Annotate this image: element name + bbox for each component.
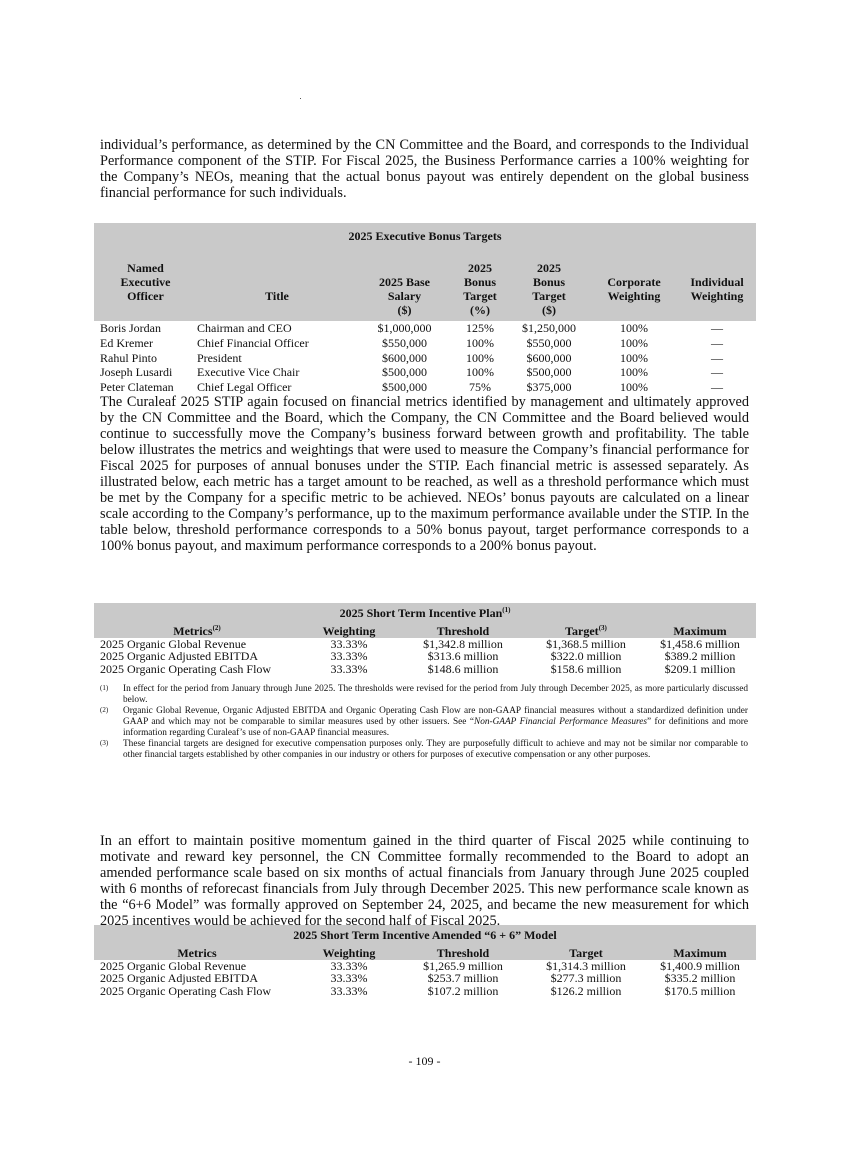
col-header-target: Target	[569, 945, 603, 960]
col-header-base-salary: 2025 Base Salary ($)	[379, 275, 430, 317]
col-header-individual-weighting: Individual Weighting	[690, 275, 744, 303]
scan-dot	[300, 98, 301, 99]
col-header-target: Target$^{(3)}$	[565, 623, 607, 638]
footnotes	[100, 684, 748, 761]
col-header-maximum: Maximum	[673, 945, 727, 960]
col-header-corporate-weighting: Corporate Weighting	[607, 275, 661, 303]
page-number: - 109 -	[408, 1054, 441, 1068]
footnote-3: (3) These financial targets are designed for executive compensation purposes only. They are purposefully difficult to achieve and may not be similar nor comparable to other financial targets established by other companies in our industry or others for purposes of executive compensation or any other purposes.	[100, 739, 748, 760]
paragraph-stip-metrics: The Curaleaf 2025 STIP again focused on financial metrics identified by management and ultimately approved by the CN Committee and the Board, which the Company, the CN Committee and the Board believed would continue to successfully move the Company’s business forward between growth and profitability. The table below illustrates the metrics and weightings that were used to measure the Company’s financial performance for Fiscal 2025 for purposes of annual bonuses under the STIP. Each financial metric is assessed separately. As illustrated below, each metric has a target amount to be reached, as well as a threshold performance which must be met by the Company for a specific metric to be achieved. NEOs’ bonus payouts are calculated on a linear scale according to the Company’s performance, up to the maximum performance available under the STIP. In the table below, threshold performance corresponds to a 50% bonus payout, target performance corresponds to a 100% bonus payout, and maximum performance corresponds to a 200% bonus payout.	[100, 394, 749, 554]
col-header-maximum: Maximum	[673, 623, 727, 638]
table-row: Peter Clateman Chief Legal Officer $500,000 75% $375,000 100% —	[100, 380, 723, 395]
paragraph-6-6-model: In an effort to maintain positive momentum gained in the third quarter of Fiscal 2025 while continuing to motivate and reward key personnel, the CN Committee formally recommended to the Board to adopt an amended performance scale based on six months of actual financials from January through June 2025 coupled with 6 months of reforecast financials from July through December 2025. This new performance scale known as the “6+6 Model” was formally approved on September 24, 2025, and became the new measurement for which 2025 incentives would be achieved for the second half of Fiscal 2025.	[100, 833, 749, 929]
table-row: Ed Kremer Chief Financial Officer $550,000 100% $550,000 100% —	[100, 335, 723, 350]
table-title: 2025 Short Term Incentive Amended “6 + 6” Model	[293, 928, 557, 942]
executive-bonus-targets-table	[94, 223, 756, 395]
short-term-incentive-plan-table	[94, 603, 756, 675]
table-row: 2025 Organic Adjusted EBITDA 33.33% $253.7 million $277.3 million $335.2 million	[100, 971, 736, 986]
col-header-named-executive-officer: Named Executive Officer	[120, 261, 171, 303]
col-header-metrics: Metrics	[177, 945, 217, 960]
table-row: 2025 Organic Global Revenue 33.33% $1,342.8 million $1,368.5 million $1,458.6 million	[100, 637, 740, 651]
table-row: Joseph Lusardi Executive Vice Chair $500,000 100% $500,000 100% —	[100, 365, 723, 380]
table-title: 2025 Executive Bonus Targets	[348, 228, 502, 243]
amended-6-6-model-table	[94, 925, 756, 997]
paragraph-individual-performance: individual’s performance, as determined by the CN Committee and the Board, and corresponds to the Individual Performance component of the STIP. For Fiscal 2025, the Business Performance carries a 100% weighting for the Company’s NEOs, meaning that the actual bonus payout was entirely dependent on the global business financial performance for such individuals.	[100, 137, 749, 201]
col-header-metrics: Metrics$^{(2)}$	[173, 623, 221, 638]
table-row: 2025 Organic Global Revenue 33.33% $1,265.9 million $1,314.3 million $1,400.9 million	[100, 959, 740, 973]
table-title: 2025 Short Term Incentive Plan$^{(1)}$	[339, 605, 511, 620]
footnote-1: (1) In effect for the period from January through June 2025. The thresholds were revised for the period from July through December 2025, as more particularly discussed below.	[100, 684, 748, 705]
table-row: Rahul Pinto President $600,000 100% $600,000 100% —	[100, 350, 723, 365]
table-row: 2025 Organic Operating Cash Flow 33.33% $107.2 million $126.2 million $170.5 million	[100, 983, 736, 998]
table-row: Boris Jordan Chairman and CEO $1,000,000 125% $1,250,000 100% —	[100, 321, 723, 335]
col-header-title: Title	[265, 289, 289, 303]
col-header-bonus-target-pct: 2025 Bonus Target (%)	[463, 261, 497, 317]
footnote-2: (2) Organic Global Revenue, Organic Adjusted EBITDA and Organic Operating Cash Flow are non-GAAP financial measures without a standardized definition under GAAP and which may not be comparable to similar measures used by other issuers. See “Non-GAAP Financial Performance Measures” for definitions and more information regarding Curaleaf’s use of non-GAAP financial measures.	[100, 706, 748, 738]
table-row: 2025 Organic Adjusted EBITDA 33.33% $313.6 million $322.0 million $389.2 million	[100, 649, 736, 664]
col-header-weighting: Weighting	[322, 623, 376, 638]
col-header-bonus-target-usd: 2025 Bonus Target ($)	[532, 261, 566, 317]
col-header-weighting: Weighting	[322, 945, 376, 960]
col-header-threshold: Threshold	[436, 945, 490, 960]
col-header-threshold: Threshold	[436, 623, 490, 638]
table-row: 2025 Organic Operating Cash Flow 33.33% $148.6 million $158.6 million $209.1 million	[100, 661, 736, 676]
